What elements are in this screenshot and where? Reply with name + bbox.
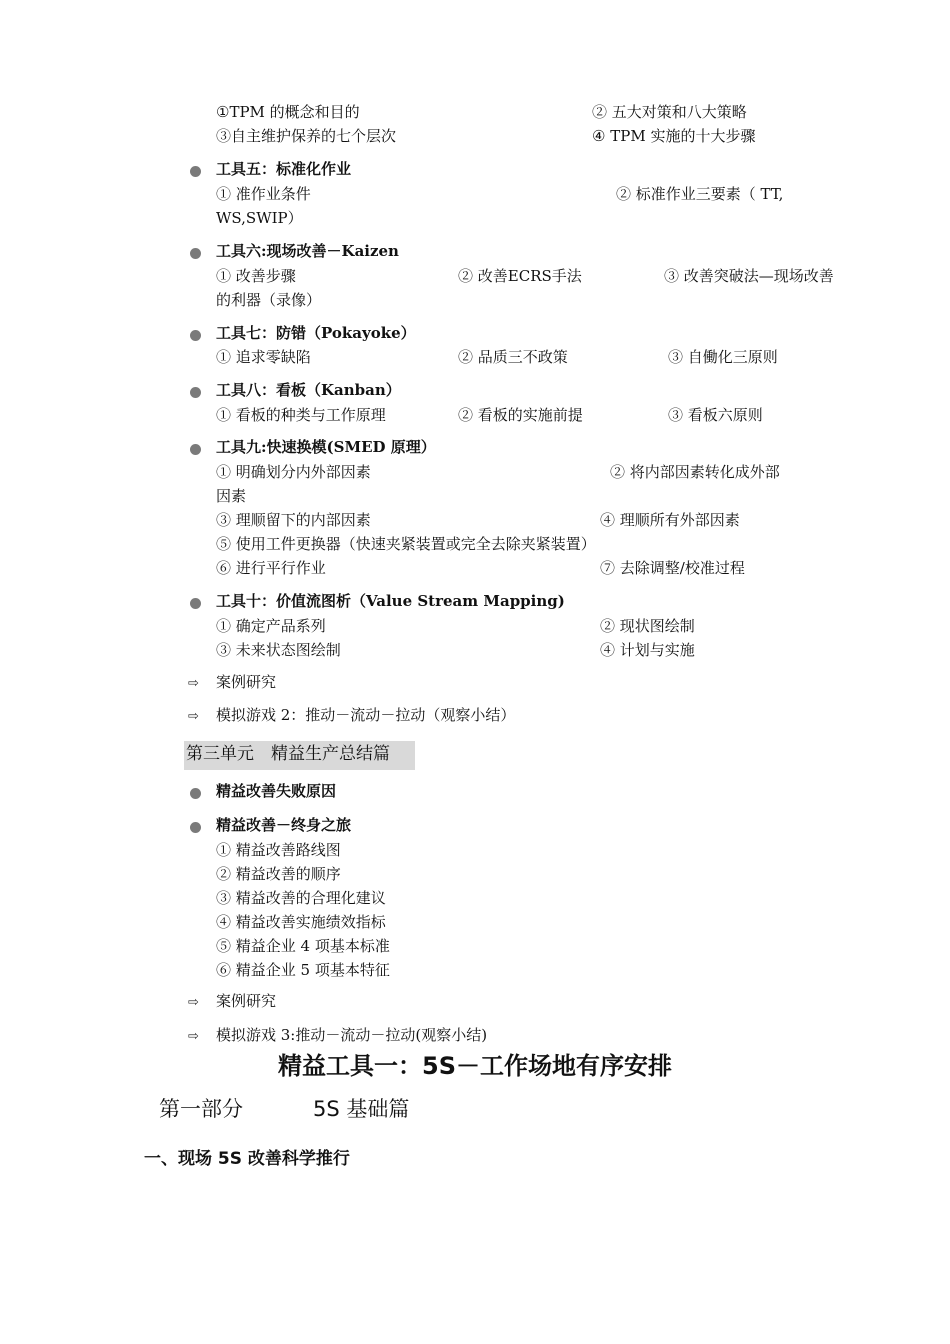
tool10-item-2: ② 现状图绘制 [600,617,695,635]
bullet-dot-icon [190,444,201,455]
simulation-game-3: 模拟游戏 3:推动－流动－拉动(观察小结) [216,1026,488,1044]
tpm-item-3: ③自主维护保养的七个层次 [216,127,397,145]
tool9-item-5: ⑤ 使用工件更换器（快速夹紧装置或完全去除夹紧装置） [216,535,596,553]
tool5-item-2-cont: WS,SWIP） [216,209,303,227]
tool9-item-1: ① 明确划分内外部因素 [216,463,371,481]
tool9-item-2-cont: 因素 [216,487,247,505]
bullet-dot-icon [190,822,201,833]
tool5-title: 工具五：标准化作业 [216,160,352,178]
section1-heading: 一、现场 5S 改善科学推行 [144,1149,350,1169]
case-study-1: 案例研究 [216,673,277,691]
tool6-item-3: ③ 改善突破法—现场改善 [664,267,834,285]
main-title: 精益工具一：5S－工作场地有序安排 [278,1052,672,1080]
tool9-item-6: ⑥ 进行平行作业 [216,559,326,577]
journey-item-6: ⑥ 精益企业 5 项基本特征 [216,961,390,979]
tool7-item-1: ① 追求零缺陷 [216,348,311,366]
tool8-item-2: ② 看板的实施前提 [458,406,583,424]
arrow-right-icon: ⇨ [188,1029,199,1044]
tpm-item-2: ② 五大对策和八大策略 [592,103,747,121]
tool9-item-7: ⑦ 去除调整/校准过程 [600,559,745,577]
journey-item-5: ⑤ 精益企业 4 项基本标准 [216,937,390,955]
tool10-title: 工具十：价值流图析（Value Stream Mapping) [216,592,565,610]
simulation-game-2: 模拟游戏 2：推动－流动－拉动（观察小结） [216,706,516,724]
tool6-title: 工具六:现场改善－Kaizen [216,242,399,260]
tool6-item-2: ② 改善ECRS手法 [458,267,582,285]
tool9-item-2: ② 将内部因素转化成外部 [610,463,780,481]
tool9-title: 工具九:快速换模(SMED 原理） [216,438,436,456]
journey-item-2: ② 精益改善的顺序 [216,865,341,883]
journey-title: 精益改善－终身之旅 [216,816,352,834]
tool9-item-4: ④ 理顺所有外部因素 [600,511,740,529]
bullet-dot-icon [190,248,201,259]
tool6-item-3-cont: 的利器（录像） [216,291,322,309]
tool5-item-2: ② 标准作业三要素（ TT, [616,185,784,203]
tool9-item-3: ③ 理顺留下的内部因素 [216,511,371,529]
unit3-heading: 第三单元 精益生产总结篇 [186,744,390,764]
tool7-item-3: ③ 自働化三原则 [668,348,778,366]
tool8-item-3: ③ 看板六原则 [668,406,763,424]
tool7-title: 工具七：防错（Pokayoke） [216,324,416,342]
bullet-dot-icon [190,166,201,177]
tool10-item-3: ③ 未来状态图绘制 [216,641,341,659]
tool8-title: 工具八：看板（Kanban） [216,381,401,399]
bullet-dot-icon [190,387,201,398]
part1-label: 第一部分 [159,1097,243,1121]
tpm-item-4: ④ TPM 实施的十大步骤 [592,127,756,145]
journey-item-4: ④ 精益改善实施绩效指标 [216,913,386,931]
arrow-right-icon: ⇨ [188,709,199,724]
bullet-dot-icon [190,598,201,609]
tool10-item-1: ① 确定产品系列 [216,617,326,635]
arrow-right-icon: ⇨ [188,676,199,691]
tool8-item-1: ① 看板的种类与工作原理 [216,406,386,424]
tool6-item-1: ① 改善步骤 [216,267,296,285]
arrow-right-icon: ⇨ [188,995,199,1010]
tool7-item-2: ② 品质三不政策 [458,348,568,366]
case-study-2: 案例研究 [216,992,277,1010]
journey-item-3: ③ 精益改善的合理化建议 [216,889,386,907]
bullet-dot-icon [190,788,201,799]
part1-name: 5S 基础篇 [313,1097,410,1121]
tool10-item-4: ④ 计划与实施 [600,641,695,659]
tool5-item-1: ① 准作业条件 [216,185,311,203]
bullet-dot-icon [190,330,201,341]
tpm-item-1: ①TPM 的概念和目的 [216,103,360,121]
failure-reasons: 精益改善失败原因 [216,782,337,800]
journey-item-1: ① 精益改善路线图 [216,841,341,859]
